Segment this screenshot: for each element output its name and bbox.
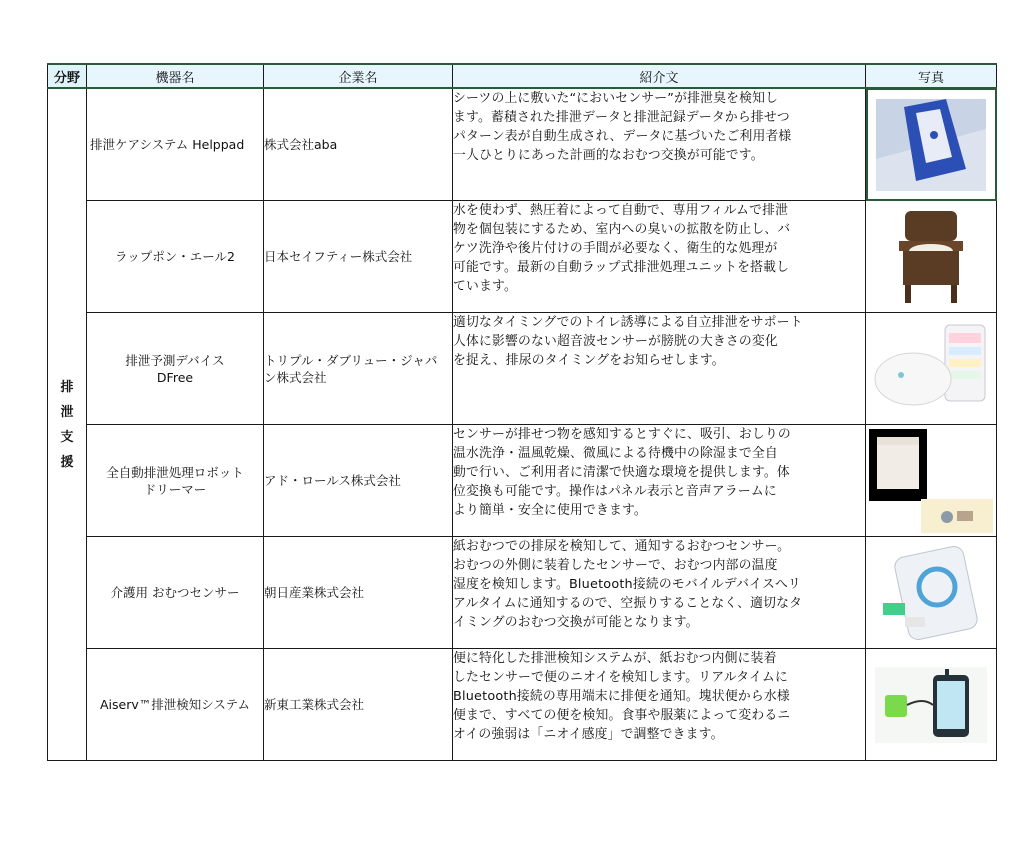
dreamer-robot-photo: [869, 429, 993, 533]
portable-toilet-photo: [891, 207, 971, 307]
header-photo: 写真: [866, 64, 997, 88]
description-cell: [453, 313, 866, 425]
header-company: 企業名: [264, 64, 453, 88]
device-name: 排泄予測デバイス: [125, 352, 225, 368]
company-name: トリプル・ダブリュー・ジャパ: [264, 352, 438, 368]
header-row: [48, 64, 997, 88]
description-cell: [453, 649, 866, 761]
device-name-cell: [87, 425, 264, 537]
device-name: 介護用 おむつセンサー: [110, 585, 240, 600]
company-name: 新東工業株式会社: [264, 697, 365, 712]
header-description: 紹介文: [453, 64, 866, 88]
desc-line: ケツ洗浄や後片付けの手間が必要なく、衛生的な処理が: [453, 241, 778, 256]
company-name: 株式会社aba: [264, 137, 338, 152]
company-name: 朝日産業株式会社: [264, 585, 365, 600]
device-name-cell: [87, 201, 264, 313]
desc-line: 便まで、すべての便を検知。食事や服薬によって変わるニ: [453, 708, 791, 723]
desc-line: イミングのおむつ交換が可能となります。: [453, 615, 699, 630]
device-name-cell: [87, 313, 264, 425]
company-name: 日本セイフティー株式会社: [264, 249, 413, 264]
table-row: [48, 537, 997, 649]
desc-line: アルタイムに通知するので、空振りすることなく、適切なタ: [453, 596, 803, 611]
table-row: [48, 201, 997, 313]
helppad-sheet-photo: [876, 99, 986, 191]
device-name: ドリーマー: [143, 481, 207, 497]
desc-line: センサーが排せつ物を感知するとすぐに、吸引、おしりの: [453, 427, 791, 442]
table-row: [48, 313, 997, 425]
desc-line: 一人ひとりにあった計画的なおむつ交換が可能です。: [453, 148, 764, 163]
photo-cell: [866, 649, 997, 761]
diaper-sensor-photo: [875, 545, 987, 641]
description-cell: [453, 537, 866, 649]
desc-line: 温水洗浄・温風乾燥、微風による待機中の除湿まで全自: [453, 446, 778, 461]
description-cell: [453, 88, 866, 201]
photo-cell: [866, 201, 997, 313]
dfree-device-photo: [871, 321, 991, 417]
device-name: DFree: [156, 369, 194, 385]
desc-line: より簡単・安全に使用できます。: [453, 503, 647, 518]
desc-line: オイの強弱は「ニオイ感度」で調整できます。: [453, 727, 724, 742]
desc-line: おむつの外側に装着したセンサーで、おむつ内部の温度: [453, 558, 778, 573]
photo-cell: [866, 88, 997, 201]
description-cell: [453, 201, 866, 313]
description-cell: [453, 425, 866, 537]
header-device: 機器名: [87, 64, 264, 88]
category-cell: [48, 88, 87, 761]
desc-line: パターン表が自動生成され、データに基づいたご利用者様: [453, 129, 792, 144]
table-row: [48, 425, 997, 537]
desc-line: ます。蓄積された排泄データと排泄記録データから排せつ: [453, 110, 790, 125]
company-cell: [264, 313, 453, 425]
table-row: [48, 88, 997, 201]
desc-line: 物を個包装にするため、室内への臭いの拡散を防止し、バ: [453, 222, 791, 237]
device-name: 排泄ケアシステム Helppad: [90, 137, 245, 152]
desc-line: ています。: [453, 279, 517, 294]
header-field: 分野: [48, 64, 87, 88]
company-name: ン株式会社: [264, 369, 327, 385]
photo-cell: [866, 425, 997, 537]
company-cell: [264, 201, 453, 313]
desc-line: 便に特化した排泄検知システムが、紙おむつ内側に装着: [453, 651, 777, 666]
desc-line: Bluetooth接続の専用端末に排便を通知。塊状便から水様: [453, 689, 790, 704]
company-name: アド・ロールス株式会社: [264, 473, 401, 488]
device-name-cell: [87, 537, 264, 649]
aiserv-system-photo: [875, 667, 987, 743]
device-name-cell: [87, 88, 264, 201]
device-name: Aiserv™排泄検知システム: [99, 697, 250, 712]
device-name-cell: [87, 649, 264, 761]
desc-line: したセンサーで便のニオイを検知します。リアルタイムに: [453, 670, 788, 685]
desc-line: 動で行い、ご利用者に清潔で快適な環境を提供します。体: [453, 465, 790, 480]
company-cell: [264, 88, 453, 201]
desc-line: シーツの上に敷いた“においセンサー”が排泄臭を検知し: [453, 91, 779, 106]
category-char: 泄: [60, 404, 74, 420]
company-cell: [264, 425, 453, 537]
desc-line: 位変換も可能です。操作はパネル表示と音声アラームに: [453, 484, 777, 499]
desc-line: を捉え、排尿のタイミングをお知らせします。: [453, 353, 725, 368]
device-name: ラップポン・エール2: [115, 249, 235, 264]
device-table: [47, 63, 997, 761]
photo-cell: [866, 313, 997, 425]
desc-line: 紙おむつでの排尿を検知して、通知するおむつセンサー。: [453, 539, 791, 554]
desc-line: 人体に影響のない超音波センサーが膀胱の大きさの変化: [453, 334, 778, 349]
category-char: 支: [60, 429, 74, 445]
category-char: 排: [60, 379, 74, 395]
desc-line: 適切なタイミングでのトイレ誘導による自立排泄をサポート: [453, 315, 803, 330]
company-cell: [264, 537, 453, 649]
desc-line: 可能です。最新の自動ラップ式排泄処理ユニットを搭載し: [453, 260, 790, 275]
table-row: [48, 649, 997, 761]
device-name: 全自動排泄処理ロボット: [106, 464, 244, 480]
desc-line: 水を使わず、熱圧着によって自動で、専用フィルムで排泄: [453, 203, 789, 218]
photo-cell: [866, 537, 997, 649]
desc-line: 湿度を検知します。Bluetooth接続のモバイルデバイスへリ: [453, 577, 801, 592]
company-cell: [264, 649, 453, 761]
category-char: 援: [60, 454, 74, 470]
